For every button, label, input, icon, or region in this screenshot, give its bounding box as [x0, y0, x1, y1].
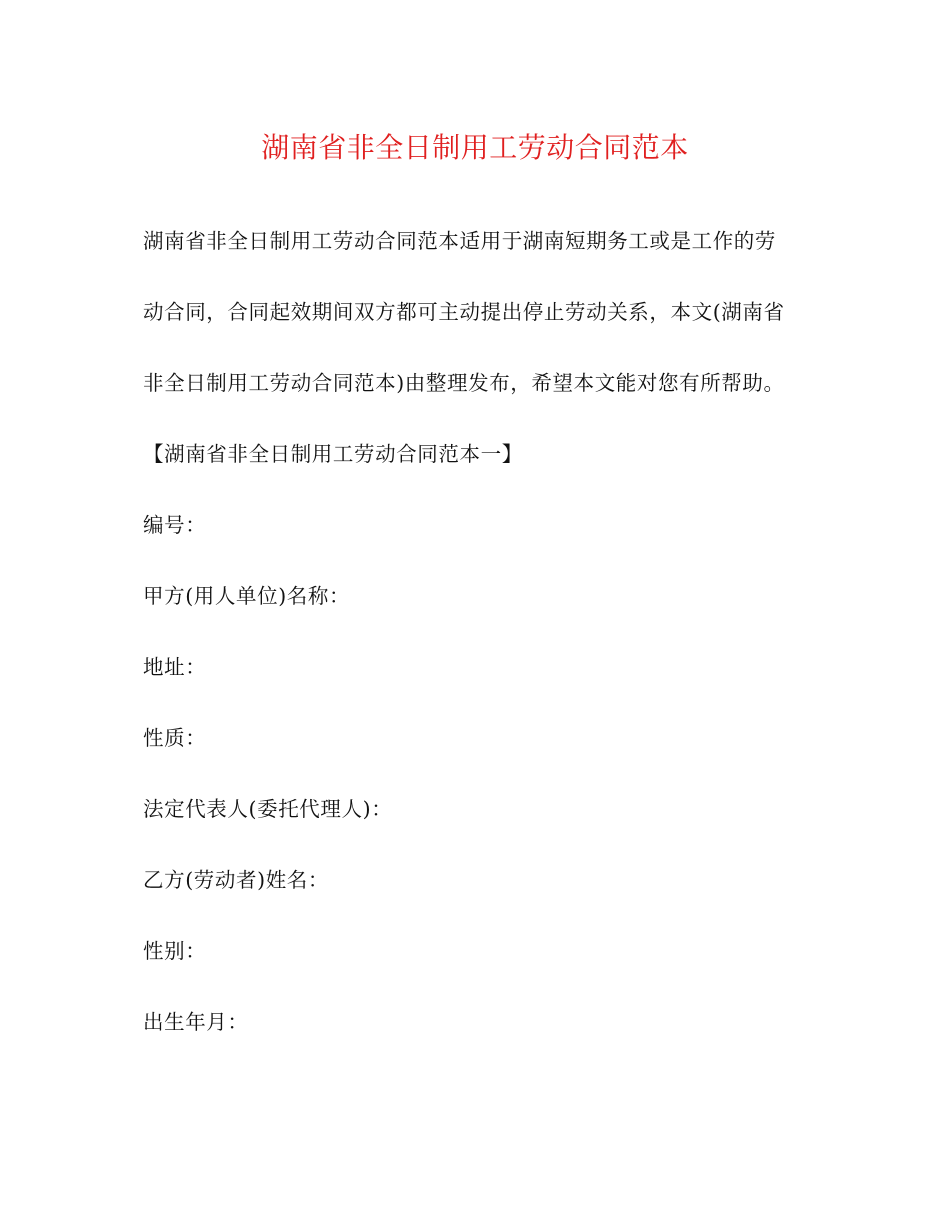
document-body: [143, 206, 813, 1058]
field-employee-name-label: 乙方(劳动者)姓名：: [143, 868, 329, 892]
section-heading: 【湖南省非全日制用工劳动合同范本一】: [143, 442, 523, 466]
intro-line: 湖南省非全日制用工劳动合同范本适用于湖南短期务工或是工作的劳: [143, 229, 776, 253]
document-title: 湖南省非全日制用工劳动合同范本: [261, 131, 689, 164]
field-employer-name-label: 甲方(用人单位)名称：: [143, 584, 351, 608]
field-legal-representative-label: 法定代表人(委托代理人)：: [143, 797, 393, 821]
intro-paragraph: [143, 206, 813, 419]
intro-line: 动合同，合同起效期间双方都可主动提出停止劳动关系，本文(湖南省: [143, 300, 785, 324]
field-birth-date-label: 出生年月：: [143, 1010, 249, 1034]
contract-fields: [143, 419, 813, 1058]
intro-line: 非全日制用工劳动合同范本)由整理发布，希望本文能对您有所帮助。: [143, 371, 785, 395]
field-gender-label: 性别：: [143, 939, 207, 963]
field-nature-label: 性质：: [143, 726, 207, 750]
field-number-label: 编号：: [143, 513, 207, 537]
field-address-label: 地址：: [143, 655, 207, 679]
